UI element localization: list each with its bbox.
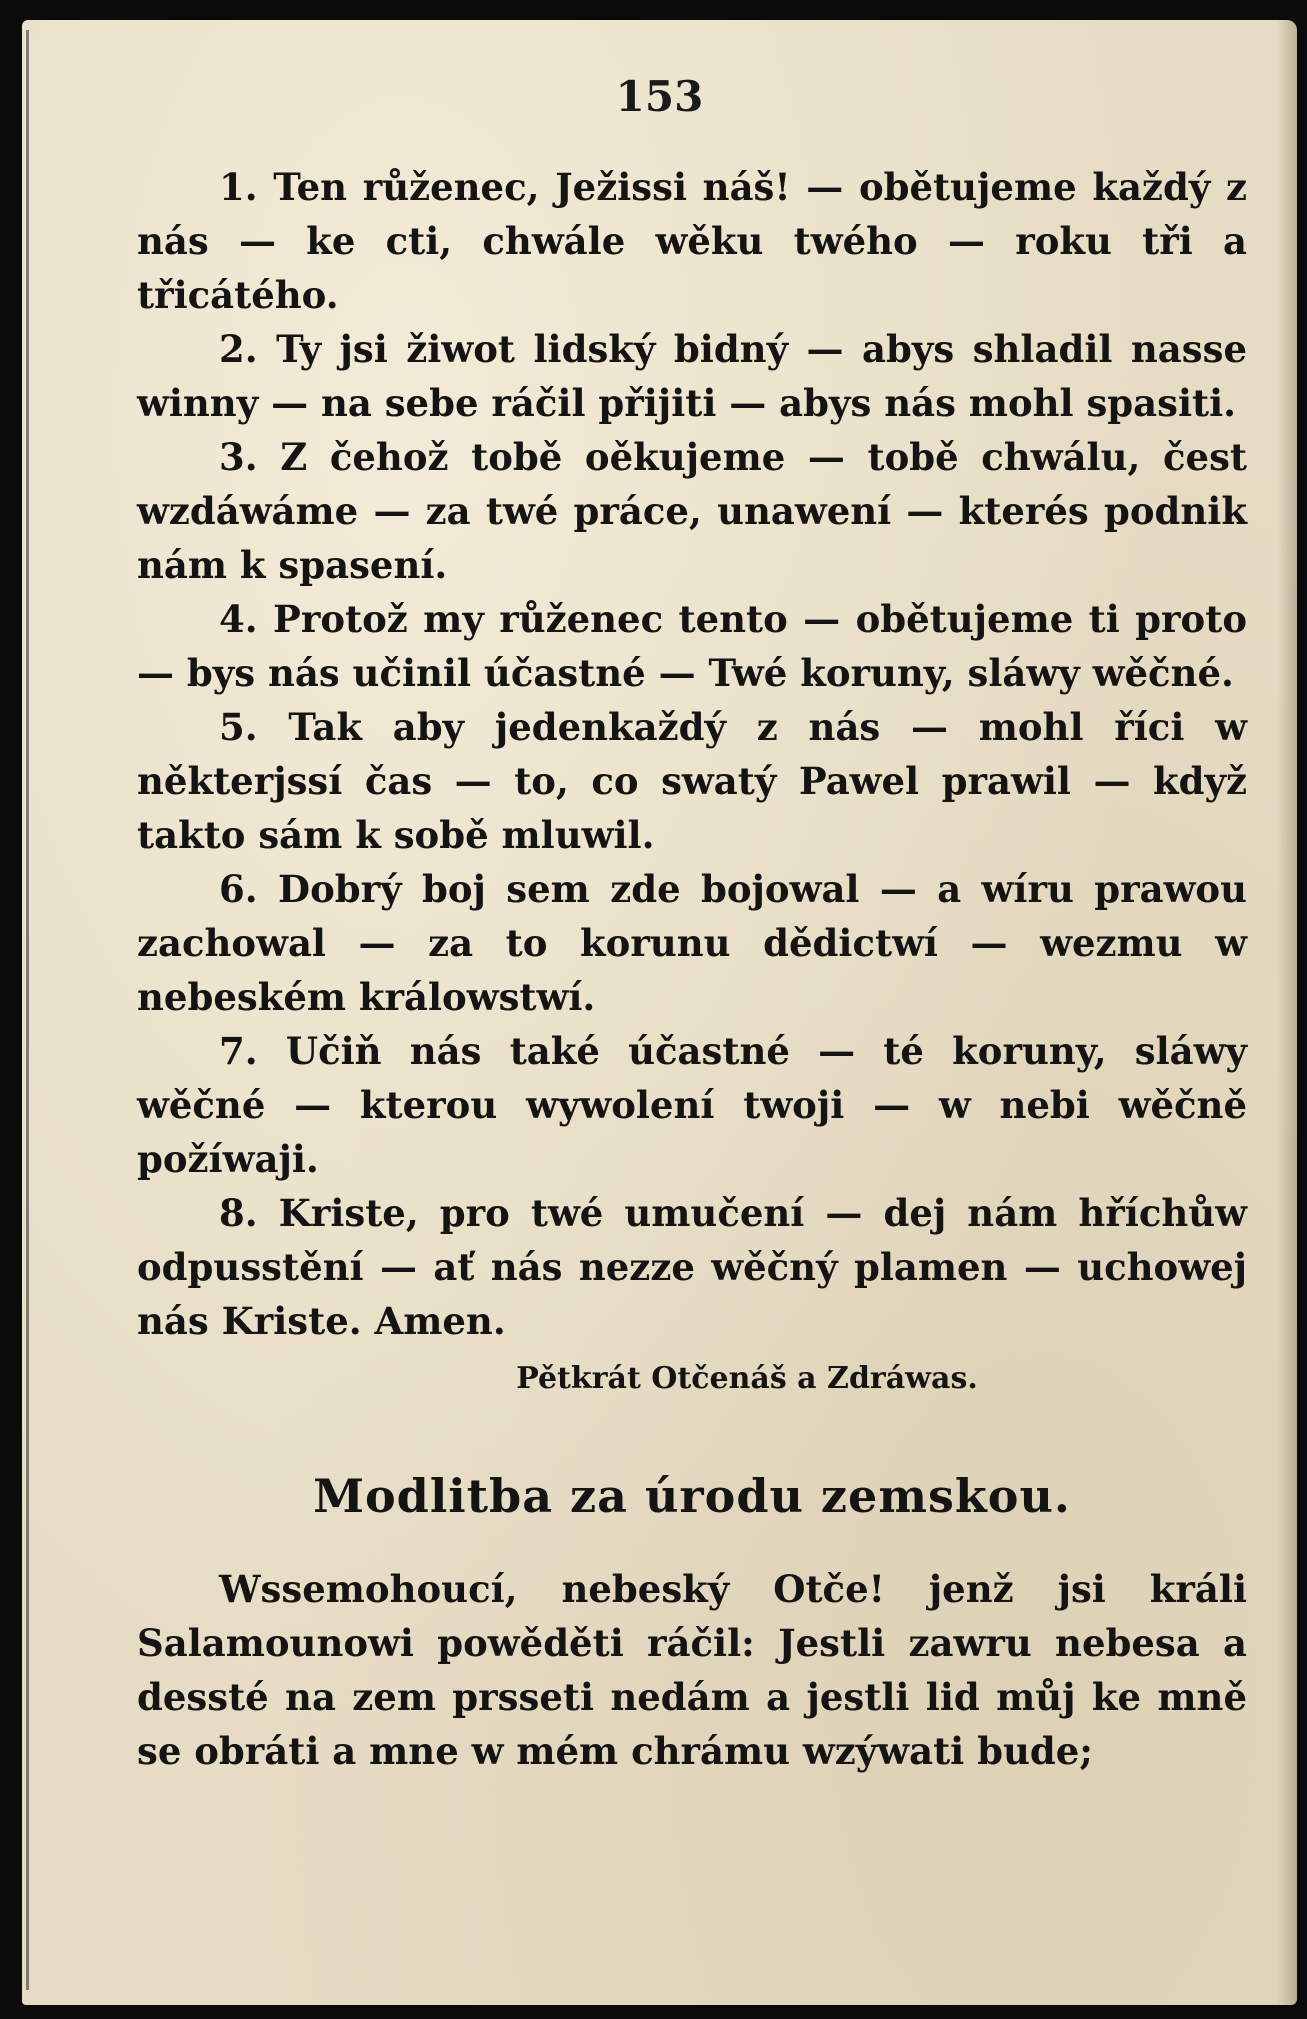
verse-3: 3. Z čehož tobě oěkujeme — tobě chwálu, čest wzdáwáme — za twé práce, unawení — kterés podnik nám k spasení. [137,435,1247,587]
page-number: 153 [615,72,704,121]
verse-7: 7. Učiň nás také účastné — té koruny, sláwy wěčné — kterou wywolení twoji — w nebi wěčně požíwaji. [137,1029,1247,1181]
verse-4: 4. Protož my růženec tento — obětujeme ti proto — bys nás učinil účastné — Twé koruny, sláwy wěčné. [137,597,1247,695]
page-body [137,160,1247,1778]
book-page [22,20,1297,2005]
verse-6: 6. Dobrý boj sem zde bojowal — a wíru prawou zachowal — za to korunu dědictwí — wezmu w nebeském králowstwí. [137,867,1247,1019]
page-edge-shadow [1277,20,1297,2005]
verse-1: 1. Ten růženec, Ježissi náš! — obětujeme každý z nás — ke cti, chwále wěku twého — roku tři a třicátého. [137,165,1247,317]
rubric-instruction: Pětkrát Otčenáš a Zdráwas. [516,1361,978,1396]
verse-8: 8. Kriste, pro twé umučení — dej nám hříchůw odpusstění — ať nás nezze wěčný plamen — uchowej nás Kriste. Amen. [137,1191,1247,1343]
section-heading: Modlitba za úrodu zemskou. [313,1469,1071,1523]
page-spine-edge [26,30,29,1990]
prayer-paragraph: Wssemohoucí, nebeský Otče! jenž jsi králi Salamounowi powěděti ráčil: Jestli zawru nebesa a dessté na zem prsseti nedám a jestli lid můj ke mně se obráti a mne w mém chrámu wzýwati bude; [137,1567,1247,1773]
verse-5: 5. Tak aby jedenkaždý z nás — mohl říci w některjssí čas — to, co swatý Pawel prawil — když takto sám k sobě mluwil. [137,705,1247,857]
verse-2: 2. Ty jsi žiwot lidský bidný — abys shladil nasse winny — na sebe ráčil přijiti — abys nás mohl spasiti. [137,327,1247,425]
